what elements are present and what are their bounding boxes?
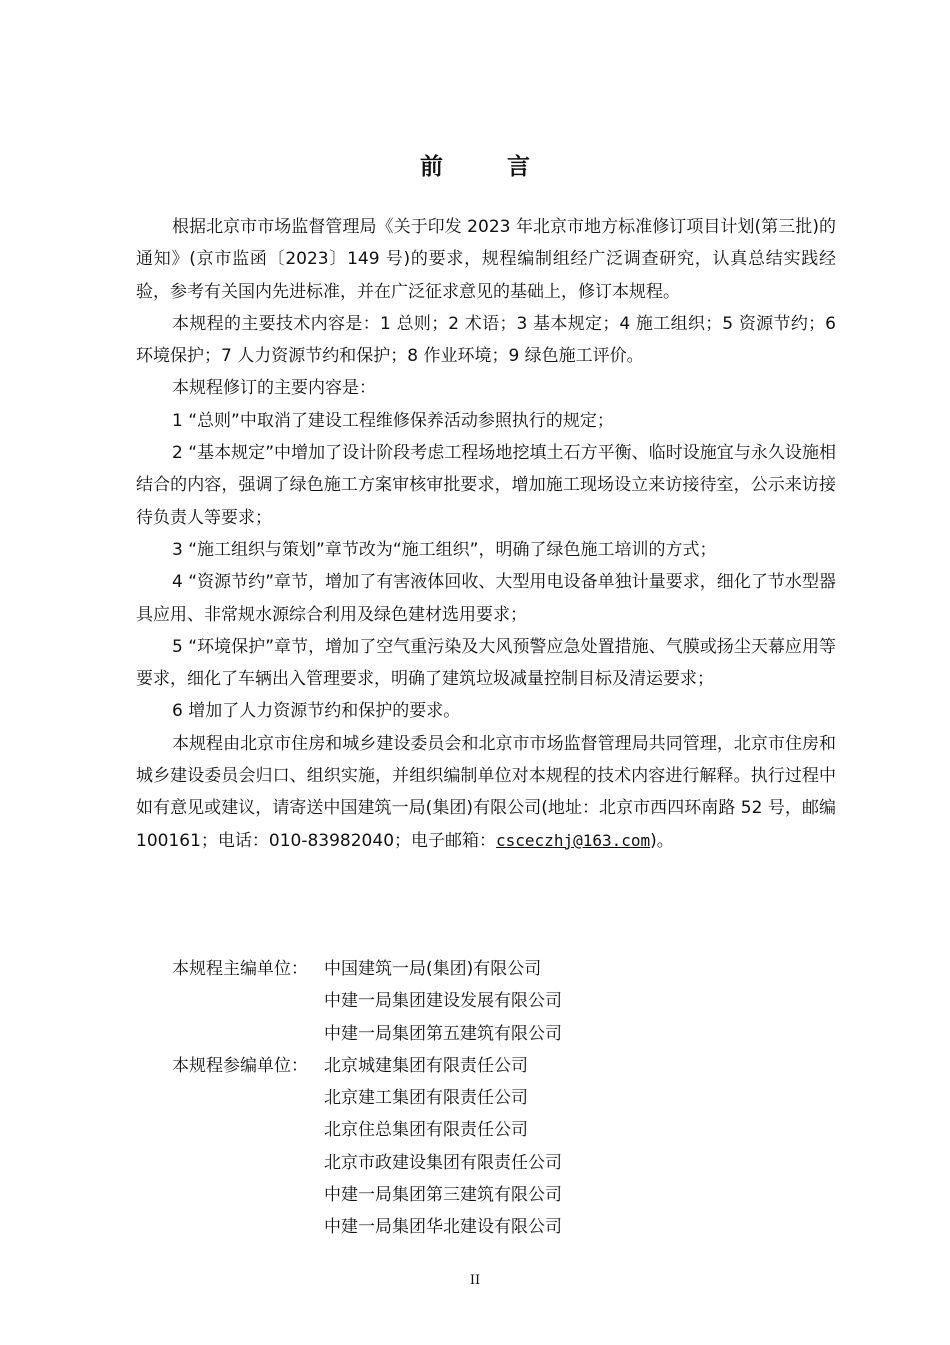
revision-item-4: 4 “资源节约”章节，增加了有害液体回收、大型用电设备单独计量要求，细化了节水型器具应用、非常规水源综合利用及绿色建材选用要求； (136, 572, 836, 625)
management-closing: )。 (650, 830, 674, 851)
email-link[interactable]: csceczhj@163.com (496, 830, 651, 850)
chief-unit-name: 中建一局集团建设发展有限公司 (324, 991, 562, 1012)
revision-item-5: 5 “环境保护”章节，增加了空气重污染及大风预警应急处置措施、气膜或扬尘天幕应用等要求，细化了车辆出入管理要求，明确了建筑垃圾减量控制目标及清运要求； (136, 636, 836, 690)
revision-item-3: 3 “施工组织与策划”章节改为“施工组织”，明确了绿色施工培训的方式； (172, 539, 717, 560)
participating-unit-row (0, 1114, 950, 1146)
participating-unit-name: 北京城建集团有限责任公司 (324, 1055, 528, 1076)
participating-unit-name: 中建一局集团第三建筑有限公司 (324, 1185, 562, 1206)
revision-item-2: 2 “基本规定”中增加了设计阶段考虑工程场地挖填土石方平衡、临时设施宜与永久设施相结合的内容，强调了绿色施工方案审核审批要求，增加施工现场设立来访接待室，公示来访接待负责人等要求； (136, 443, 836, 528)
paragraph-revision-intro: 本规程修订的主要内容是： (172, 378, 376, 399)
participating-unit-row (0, 1147, 950, 1179)
participating-unit-name: 北京住总集团有限责任公司 (324, 1120, 528, 1141)
participating-unit-name: 北京市政建设集团有限责任公司 (324, 1152, 562, 1173)
chief-unit-name: 中建一局集团第五建筑有限公司 (324, 1023, 562, 1044)
revision-item-1: 1 “总则”中取消了建设工程维修保养活动参照执行的规定； (172, 410, 614, 431)
paragraph-basis: 根据北京市市场监督管理局《关于印发 2023 年北京市地方标准修订项目计划(第三批)的通知》(京市监函〔2023〕149 号)的要求，规程编制组经广泛调查研究，认真总结实践经验，参考有关国内先进标准，并在广泛征求意见的基础上，修订本规程。 (136, 217, 836, 302)
participating-unit-row (0, 1050, 950, 1082)
participating-unit-row (0, 1082, 950, 1114)
management-text: 本规程由北京市住房和城乡建设委员会和北京市市场监督管理局共同管理，北京市住房和城乡建设委员会归口、组织实施，并组织编制单位对本规程的技术内容进行解释。执行过程中如有意见或建议，请寄送中国建筑一局(集团)有限公司(地址：北京市西四环南路 52 号，邮编 100161；电话：010-83982040；电子邮箱： (136, 733, 836, 851)
chief-unit-row (0, 953, 950, 985)
foreword-body (136, 211, 836, 857)
paragraph-management (136, 728, 836, 857)
revision-item-6: 6 增加了人力资源节约和保护的要求。 (172, 701, 461, 722)
page-number: II (469, 1273, 481, 1288)
units-list (0, 953, 950, 1244)
chief-unit-name: 中国建筑一局(集团)有限公司 (324, 959, 542, 979)
page-title: 前 言 (419, 154, 558, 180)
participating-unit-row (0, 1211, 950, 1243)
participating-units-label: 本规程参编单位： (172, 1055, 308, 1076)
chief-units-label: 本规程主编单位： (172, 959, 308, 979)
chief-unit-row (0, 1018, 950, 1050)
participating-unit-name: 北京建工集团有限责任公司 (324, 1088, 528, 1109)
paragraph-technical-content: 本规程的主要技术内容是：1 总则；2 术语；3 基本规定；4 施工组织；5 资源节约；6 环境保护；7 人力资源节约和保护；8 作业环境；9 绿色施工评价。 (136, 313, 836, 367)
participating-unit-row (0, 1179, 950, 1211)
participating-unit-name: 中建一局集团华北建设有限公司 (324, 1217, 562, 1238)
chief-unit-row (0, 985, 950, 1017)
